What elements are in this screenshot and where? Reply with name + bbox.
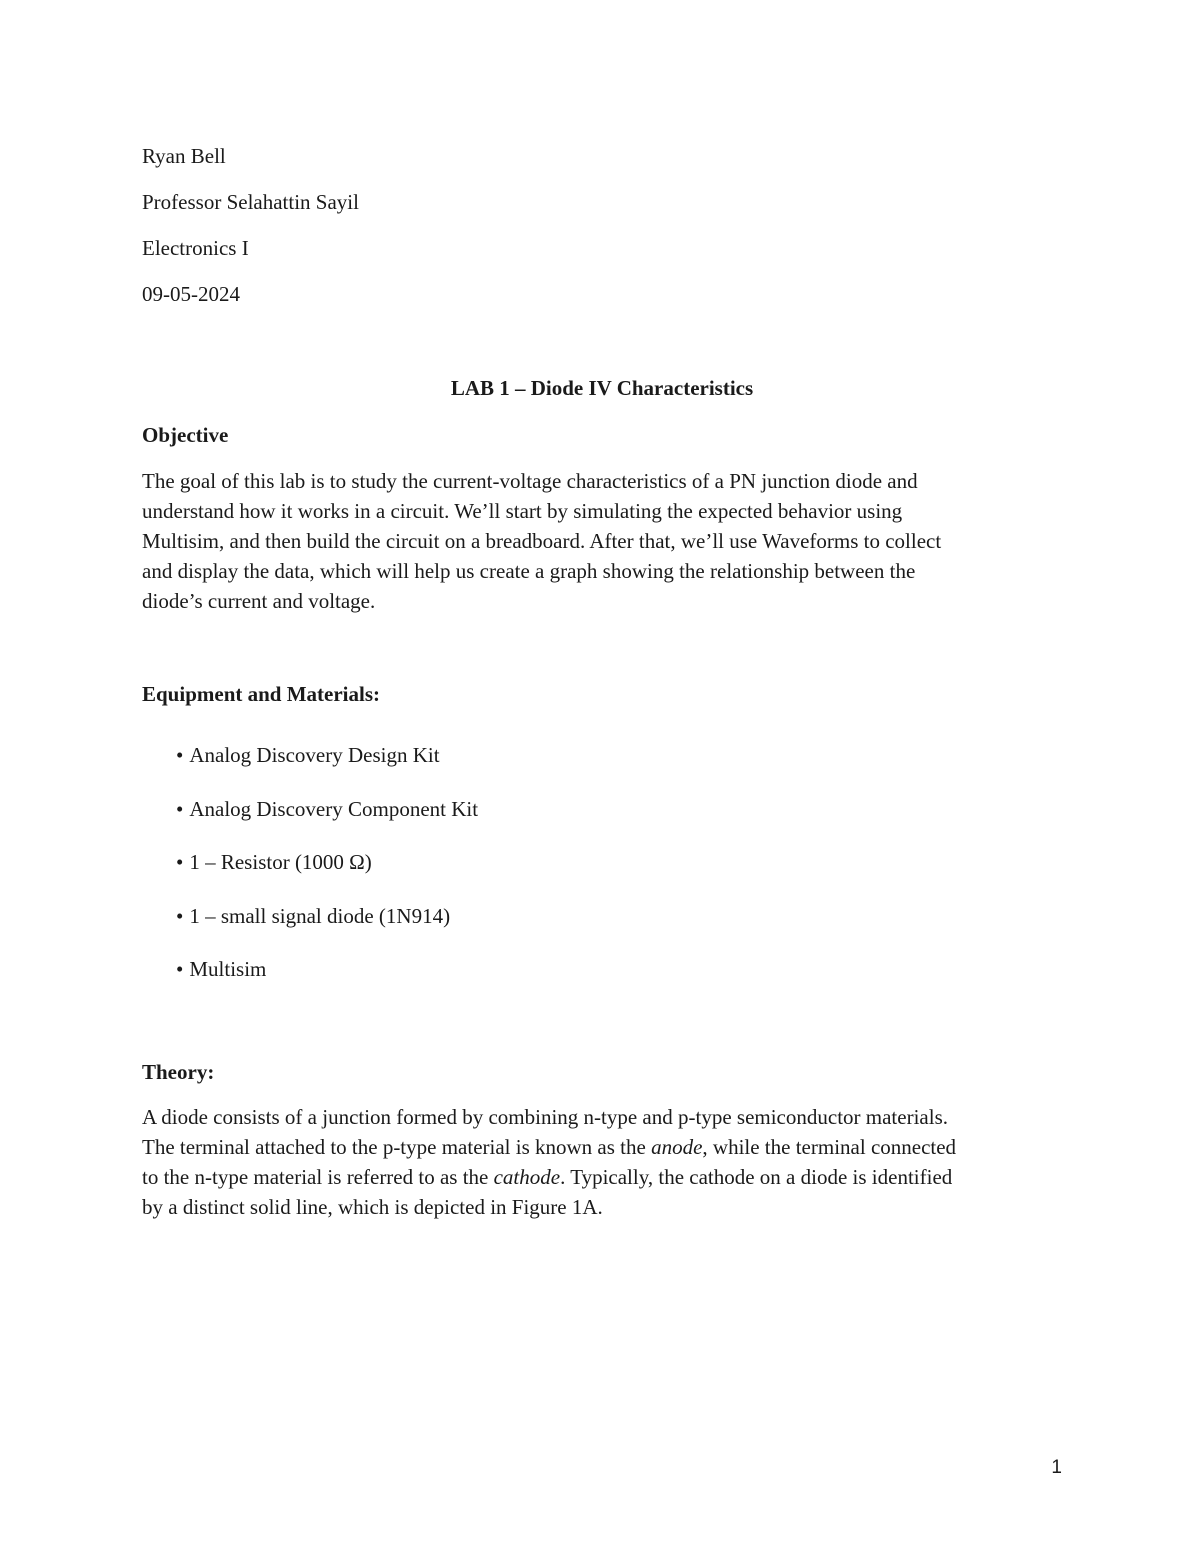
- bullet-icon: •: [176, 903, 184, 928]
- bullet-icon: •: [176, 850, 184, 874]
- theory-text: , while the terminal connected: [702, 1135, 957, 1159]
- list-item: [176, 796, 479, 853]
- bullet-icon: •: [176, 743, 184, 767]
- theory-line: [142, 1162, 1072, 1192]
- theory-line: [142, 1132, 1072, 1162]
- list-item: [176, 903, 478, 960]
- list-item: [176, 852, 478, 906]
- objective-line: The goal of this lab is to study the current-voltage characteristics of a PN junction diode and: [142, 469, 918, 493]
- objective-line: diode’s current and voltage.: [142, 589, 376, 613]
- objective-line: and display the data, which will help us create a graph showing the relationship between the: [142, 559, 916, 583]
- list-item: [176, 959, 478, 1013]
- theory-heading: Theory:: [142, 1060, 215, 1084]
- theory-text: The terminal attached to the p-type material is known as the: [142, 1135, 652, 1159]
- anode-term: anode: [651, 1135, 703, 1159]
- equipment-item-label: Analog Discovery Design Kit: [189, 743, 440, 767]
- list-item: [176, 745, 478, 799]
- course-name: Electronics I: [142, 236, 249, 260]
- theory-text: to the n-type material is referred to as the: [142, 1165, 494, 1189]
- theory-line: A diode consists of a junction formed by combining n-type and p-type semiconductor materials.: [142, 1105, 948, 1129]
- equipment-item-label: 1 – small signal diode (1N914): [189, 903, 451, 928]
- report-date: 09-05-2024: [142, 282, 240, 306]
- equipment-item-label: Multisim: [189, 957, 267, 981]
- equipment-list: [176, 745, 478, 1013]
- equipment-item-label: Analog Discovery Component Kit: [189, 796, 479, 821]
- lab-title: LAB 1 – Diode IV Characteristics: [450, 376, 754, 400]
- theory-paragraph: [142, 1102, 1072, 1222]
- theory-line: by a distinct solid line, which is depicted in Figure 1A.: [142, 1195, 603, 1219]
- theory-text: . Typically, the cathode on a diode is identified: [560, 1165, 953, 1189]
- equipment-heading: Equipment and Materials:: [142, 682, 381, 706]
- objective-paragraph: [142, 466, 1072, 616]
- equipment-item-label: 1 – Resistor (1000 Ω): [189, 850, 372, 874]
- author-name: Ryan Bell: [142, 144, 226, 168]
- bullet-icon: •: [176, 796, 184, 821]
- objective-line: Multisim, and then build the circuit on a breadboard. After that, we’ll use Waveforms to collect: [142, 529, 942, 553]
- page-number: 1: [1051, 1457, 1062, 1478]
- professor-name: Professor Selahattin Sayil: [142, 190, 359, 214]
- cathode-term: cathode: [493, 1165, 561, 1189]
- bullet-icon: •: [176, 957, 184, 981]
- objective-heading: Objective: [142, 423, 229, 447]
- objective-line: understand how it works in a circuit. We’ll start by simulating the expected behavior using: [142, 499, 903, 523]
